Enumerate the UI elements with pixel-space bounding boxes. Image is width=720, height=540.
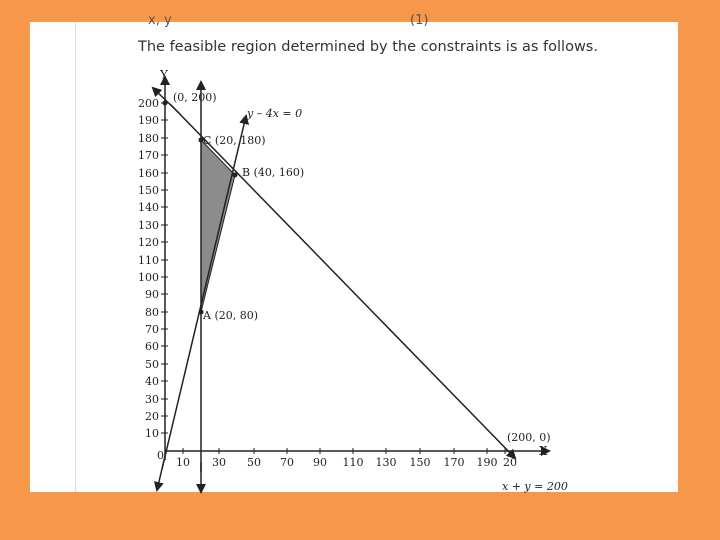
x-tick-label: 50	[247, 456, 261, 469]
y-tick-label: 110	[138, 254, 159, 267]
point-top	[163, 101, 168, 106]
y-tick-label: 100	[138, 271, 159, 284]
point-label-b: B (40, 160)	[242, 166, 305, 179]
y-tick-label: 30	[145, 393, 159, 406]
point-label-top: (0, 200)	[173, 91, 217, 104]
x-tick-label: 70	[280, 456, 294, 469]
x-axis-label: X	[539, 444, 548, 458]
x-tick-label: 170	[443, 456, 465, 469]
y-tick-label: 20	[145, 410, 159, 423]
x-tick-label: 20	[503, 456, 517, 469]
y-axis-label: Y	[160, 68, 168, 82]
y-tick-label: 80	[145, 306, 159, 319]
x-tick-label: 30	[212, 456, 226, 469]
x-tick-label: 190	[476, 456, 498, 469]
origin-label: 0	[157, 449, 164, 462]
point-b	[233, 173, 238, 178]
cut-off-text-left: x, y	[148, 13, 172, 28]
point-label-c: C (20, 180)	[203, 134, 266, 147]
y-tick-label: 180	[138, 132, 159, 145]
y-tick-label: 90	[145, 288, 159, 301]
y-tick-label: 190	[138, 114, 159, 127]
y-tick-label: 140	[138, 201, 159, 214]
y-tick-label: 40	[145, 375, 159, 388]
y-tick-label: 70	[145, 323, 159, 336]
caption-text: The feasible region determined by the constraints is as follows.	[138, 39, 598, 55]
point-label-a: A (20, 80)	[203, 309, 259, 322]
solution-card	[30, 13, 678, 493]
y-tick-label: 130	[138, 219, 159, 232]
y-tick-label: 170	[138, 149, 159, 162]
y-tick-label: 120	[138, 236, 159, 249]
x-tick-label: 130	[375, 456, 397, 469]
y-tick-label: 10	[145, 427, 159, 440]
point-label-right: (200, 0)	[507, 431, 551, 444]
y-tick-label: 150	[138, 184, 159, 197]
line-label-diagonal: x + y = 200	[502, 480, 568, 493]
line-label-steep: y – 4x = 0	[247, 107, 303, 120]
x-tick-label: 150	[409, 456, 431, 469]
line-x-plus-y-200	[170, 104, 515, 458]
feasible-region-graph	[30, 22, 678, 492]
y-tick-label: 60	[145, 340, 159, 353]
y-tick-label: 200	[138, 97, 159, 110]
x-tick-label: 110	[342, 456, 364, 469]
y-tick-label: 160	[138, 167, 159, 180]
cut-off-text-right: (1)	[410, 13, 429, 28]
y-tick-label: 50	[145, 358, 159, 371]
x-tick-label: 10	[176, 456, 190, 469]
x-tick-label: 90	[313, 456, 327, 469]
